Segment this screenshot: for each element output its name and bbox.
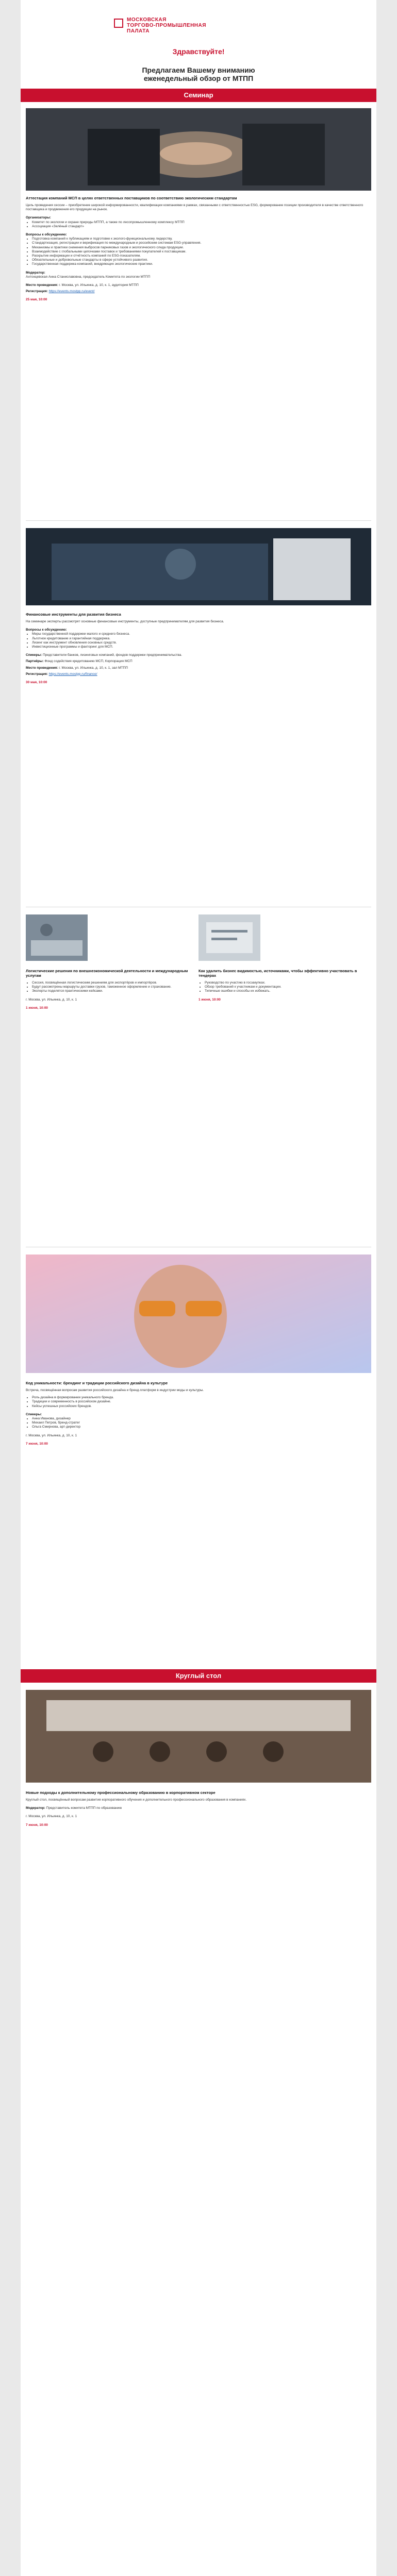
label: Место проведения: [26, 666, 58, 670]
label: Спикеры: [26, 653, 42, 657]
list-item: • Традиции и современность в российском дизайне. [32, 1400, 371, 1404]
event-title: Финансовые инструменты для развития бизнеса [26, 612, 121, 617]
list-item: • Ассоциация «Зелёный стандарт» [32, 225, 371, 229]
list-item: • Комитет по экологии и охране природы МТПП, а также по лесопромышленному комплексу МТПП [32, 221, 371, 225]
moderator: Представитель комитета МТПП по образованию [46, 1806, 122, 1810]
registration-link[interactable]: https://events.mostpp.ru/event/ [48, 290, 95, 294]
place: г. Москва, ул. Ильинка, д. 10, к. 1 [26, 1433, 77, 1437]
list-item: • Роль дизайна в формировании уникального бренда. [32, 1396, 371, 1400]
event-photo-logistics[interactable] [26, 914, 88, 961]
event5-body [26, 1790, 371, 1827]
greeting: Здравствуйте! [172, 47, 225, 56]
place: г. Москва, ул. Ильинка, д. 10, к. 1, зал МТПП [59, 666, 128, 670]
event-photo-handshake[interactable] [26, 108, 371, 191]
event-title: Аттестация компаний МСП в целях ответственных поставщиков по соответствию экологическим стандартам [26, 196, 237, 200]
place: г. Москва, ул. Ильинка, д. 10, к. 1 [26, 1815, 77, 1819]
logo-line: ПАЛАТА [127, 28, 150, 34]
label: Партнёры: [26, 659, 44, 664]
event-lead: На семинаре эксперты рассмотрят основные финансовые инструменты, доступные предпринимателям для развития бизнеса. [26, 620, 224, 623]
event-date: 1 июня, 10:00 [26, 1006, 48, 1010]
label: Регистрация: [26, 290, 48, 294]
list-item: • Ольга Смирнова, арт-директор [32, 1425, 371, 1429]
label: Регистрация: [26, 672, 48, 676]
list-item: • Типичные ошибки и способы их избежать. [205, 989, 369, 993]
section-header-roundtable: Круглый стол [21, 1669, 376, 1683]
place: г. Москва, ул. Ильинка, д. 10, к. 1 [26, 997, 77, 1002]
list-item: • Анна Иванова, дизайнер [32, 1417, 371, 1421]
event1-body [26, 196, 371, 302]
list-item: • Обязательные и добровольные стандарты в сфере устойчивого развития. [32, 258, 371, 262]
moderator: Антонцевская Анна Станиславовна, председатель Комитета по экологии МТПП [26, 275, 151, 279]
list-item: • Государственная поддержка компаний, внедряющих экологические практики. [32, 262, 371, 266]
list-item: • Подготовка компаний к публикациям и подготовке к эколого-функциональному лидерству. [32, 237, 371, 241]
list-item: • Лизинг как инструмент обновления основных средств. [32, 641, 371, 645]
intro-line: еженедельный обзор от МТПП [143, 74, 254, 82]
event-photo-finance[interactable] [26, 528, 371, 605]
event-date: 1 июня, 10:00 [198, 997, 221, 1002]
list-item: • Обзор требований к участникам и документации. [205, 985, 369, 989]
divider [26, 520, 371, 521]
registration-link[interactable]: https://events.mostpp.ru/finance/ [48, 672, 97, 676]
event-title: Код уникальности: брендинг и традиции российского дизайна в культуре [26, 1381, 168, 1385]
label: Модератор: [26, 1806, 45, 1810]
event3-col2 [198, 969, 369, 1002]
label: Вопросы к обсуждению: [26, 628, 67, 632]
event-photo-roundtable[interactable] [26, 1690, 371, 1783]
event-title: Новые подходы к дополнительному профессиональному образованию в корпоративном секторе [26, 1790, 216, 1795]
event-date: 25 мая, 10:00 [26, 298, 47, 302]
partners: Фонд содействия кредитованию МСП, Корпорация МСП [44, 659, 133, 664]
event-date: 30 мая, 10:00 [26, 681, 47, 685]
list-item: • Михаил Петров, бренд-стратег [32, 1421, 371, 1425]
label: Модератор: [26, 270, 45, 275]
list-item: • Льготное кредитование и гарантийная поддержка. [32, 637, 371, 641]
list-item: • Кейсы успешных российских брендов. [32, 1404, 371, 1409]
event-photo-tenders[interactable] [198, 914, 260, 961]
logo-line: ТОРГОВО-ПРОМЫШЛЕННАЯ [127, 23, 206, 28]
event-lead: Круглый стол, посвящённый вопросам развития корпоративного обучения и дополнительного профессионального образования в компаниях. [26, 1798, 247, 1802]
mtpp-logo-icon [114, 19, 123, 28]
list-item: • Эксперты поделятся практическими кейсами. [32, 989, 191, 993]
newsletter-card [21, 0, 376, 2576]
event-lead: Встреча, посвящённая вопросам развития российского дизайна и бренд-платформ в индустрии моды и культуры. [26, 1388, 204, 1392]
label: Спикеры: [26, 1412, 42, 1416]
label: Организаторы: [26, 216, 51, 220]
label: Место проведения: [26, 283, 58, 287]
list-item: • Руководство по участию в госзакупках. [205, 981, 369, 985]
event-title: Как удалить бизнес видимостью, источниками, чтобы эффективно участвовать в тендерах [198, 969, 357, 978]
label: Вопросы к обсуждению: [26, 233, 67, 237]
event-photo-design[interactable] [26, 1255, 371, 1373]
event2-body [26, 612, 371, 685]
event4-body [26, 1381, 371, 1446]
list-item: • Инвестиционные программы и факторинг для МСП. [32, 645, 371, 649]
list-item: • Меры государственной поддержки малого и среднего бизнеса. [32, 632, 371, 636]
list-item: • Стандартизация, регистрации и верификация по международным и российским системам ESG-управления. [32, 241, 371, 245]
event-lead: Цель проведения сессии – приобретение широкой информированности, квалификации компаниями в рамках, связанными с ответственностью ESG, формирование позиции производителя в качестве ответственного поставщика и продвижения его продукции на рынок. [26, 204, 363, 212]
mtpp-logo-text [127, 17, 206, 34]
event3-col1 [26, 969, 191, 1010]
intro-line: Предлагаем Вашему вниманию [142, 66, 255, 74]
list-item: • Раскрытие информации и отчётность компаний по ESG-показателям. [32, 254, 371, 258]
logo-line: МОСКОВСКАЯ [127, 17, 167, 23]
list-item: • Механизмы и практики снижения выбросов парниковых газов и экологического следа продукции. [32, 246, 371, 250]
list-item: • Сессия, посвящённая логистическим решениям для экспортёров и импортёров. [32, 981, 191, 985]
event-date: 7 июня, 10:00 [26, 1823, 48, 1827]
event-date: 7 июня, 10:00 [26, 1442, 48, 1446]
list-item: • Взаимодействие с глобальными цепочками поставок и требованиями покупателей к поставщикам. [32, 250, 371, 254]
list-item: • Будут рассмотрены маршруты доставки грузов, таможенное оформление и страхование. [32, 985, 191, 989]
place: г. Москва, ул. Ильинка, д. 10, к. 1, аудитория МТПП [59, 283, 139, 287]
section-header-seminar: Семинар [21, 89, 376, 102]
event-title: Логистические решения по внешнеэкономической деятельности и международным услугам [26, 969, 188, 978]
speakers: Представители банков, лизинговых компаний, фондов поддержки предпринимательства. [42, 653, 183, 657]
